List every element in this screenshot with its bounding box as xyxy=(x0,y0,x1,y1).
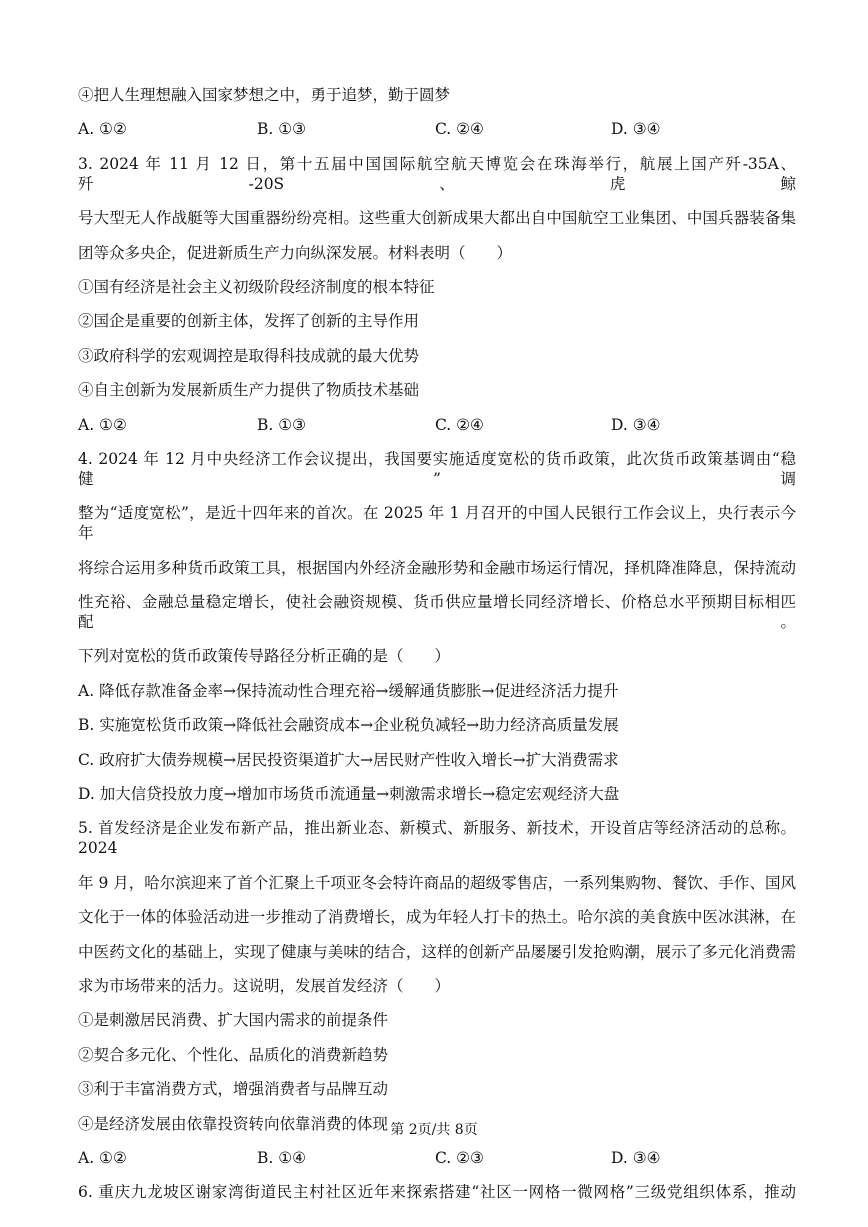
q4-choice-c: C. 政府扩大债券规模→居民投资渠道扩大→居民财产性收入增长→扩大消费需求 xyxy=(78,750,619,769)
q2-option-c: C. ②④ xyxy=(435,120,484,139)
q5-option-a: A. ①② xyxy=(78,1148,127,1167)
q4-choice-a: A. 降低存款准备金率→保持流动性合理充裕→缓解通货膨胀→促进经济活力提升 xyxy=(78,681,619,700)
q3-stem-line-1: 3. 2024 年 11 月 12 日，第十五届中国国际航空航天博览会在珠海举行，航展上国产歼-35A、歼-20S、虎鲸 xyxy=(78,154,796,193)
q2-statement-4: ④把人生理想融入国家梦想之中，勇于追梦，勤于圆梦 xyxy=(78,86,451,104)
q4-stem-line-4: 性充裕、金融总量稳定增长，使社会融资规模、货币供应量增长同经济增长、价格总水平预期目标相匹配。 xyxy=(78,593,796,632)
q5-statement-1: ①是刺激居民消费、扩大国内需求的前提条件 xyxy=(78,1011,389,1030)
q2-options xyxy=(78,119,796,139)
q3-option-b: B. ①③ xyxy=(257,415,307,434)
q3-option-c: C. ②④ xyxy=(435,415,484,434)
q3-stem-line-3: 团等众多央企，促进新质生产力向纵深发展。材料表明（ ） xyxy=(78,243,513,262)
q5-stem-line-5: 求为市场带来的活力。这说明，发展首发经济（ ） xyxy=(78,976,451,995)
page-footer: 第 2页/共 8页 xyxy=(390,1122,478,1138)
q5-stem-line-4: 中医药文化的基础上，实现了健康与美味的结合，这样的创新产品屡屡引发抢购潮，展示了多元化消费需 xyxy=(78,942,796,961)
q4-stem-line-3: 将综合运用多种货币政策工具，根据国内外经济金融形势和金融市场运行情况，择机降准降息，保持流动 xyxy=(78,558,796,577)
q5-option-d: D. ③④ xyxy=(611,1148,661,1167)
q4-stem-line-5: 下列对宽松的货币政策传导路径分析正确的是（ ） xyxy=(78,647,451,666)
q3-option-d: D. ③④ xyxy=(611,415,661,434)
q5-option-b: B. ①④ xyxy=(257,1148,307,1167)
q2-option-b: B. ①③ xyxy=(257,120,307,139)
q5-stem-line-1: 5. 首发经济是企业发布新产品，推出新业态、新模式、新服务、新技术，开设首店等经济活动的总称。2024 xyxy=(78,819,796,858)
q5-stem-line-2: 年 9 月，哈尔滨迎来了首个汇聚上千项亚冬会特许商品的超级零售店，一系列集购物、餐饮、手作、国风 xyxy=(78,873,796,892)
q3-option-a: A. ①② xyxy=(78,415,127,434)
q5-statement-3: ③利于丰富消费方式，增强消费者与品牌互动 xyxy=(78,1080,389,1099)
q3-stem-line-2: 号大型无人作战艇等大国重器纷纷亮相。这些重大创新成果大都出自中国航空工业集团、中国兵器装备集 xyxy=(78,209,796,228)
q3-statement-4: ④自主创新为发展新质生产力提供了物质技术基础 xyxy=(78,381,420,400)
q2-option-a: A. ①② xyxy=(78,120,127,139)
q3-statement-2: ②国企是重要的创新主体，发挥了创新的主导作用 xyxy=(78,312,420,331)
q4-stem-line-2: 整为“适度宽松”，是近十四年来的首次。在 2025 年 1 月召开的中国人民银行工作会议上，央行表示今年 xyxy=(78,504,796,543)
q4-choice-d: D. 加大信贷投放力度→增加市场货币流通量→刺激需求增长→稳定宏观经济大盘 xyxy=(78,785,620,804)
q3-statement-3: ③政府科学的宏观调控是取得科技成就的最大优势 xyxy=(78,346,420,365)
q4-choice-b: B. 实施宽松货币政策→降低社会融资成本→企业税负减轻→助力经济高质量发展 xyxy=(78,716,619,735)
q5-stem-line-3: 文化于一体的体验活动进一步推动了消费增长，成为年轻人打卡的热土。哈尔滨的美食族中医冰淇淋，在 xyxy=(78,908,796,927)
q5-statement-2: ②契合多元化、个性化、品质化的消费新趋势 xyxy=(78,1045,389,1064)
q3-statement-1: ①国有经济是社会主义初级阶段经济制度的根本特征 xyxy=(78,277,435,296)
q5-statement-4: ④是经济发展由依靠投资转向依靠消费的体现 xyxy=(78,1114,389,1133)
q5-option-c: C. ②③ xyxy=(435,1148,484,1167)
q4-stem-line-1: 4. 2024 年 12 月中央经济工作会议提出，我国要实施适度宽松的货币政策，此次货币政策基调由“稳健”调 xyxy=(78,449,796,488)
q2-option-d: D. ③④ xyxy=(611,120,661,139)
q3-options xyxy=(78,415,796,435)
q5-options xyxy=(78,1148,796,1168)
q6-stem-line-1: 6. 重庆九龙坡区谢家湾街道民主村社区近年来探索搭建“社区一网格一微网格”三级党组织体系，推动 xyxy=(78,1183,796,1202)
